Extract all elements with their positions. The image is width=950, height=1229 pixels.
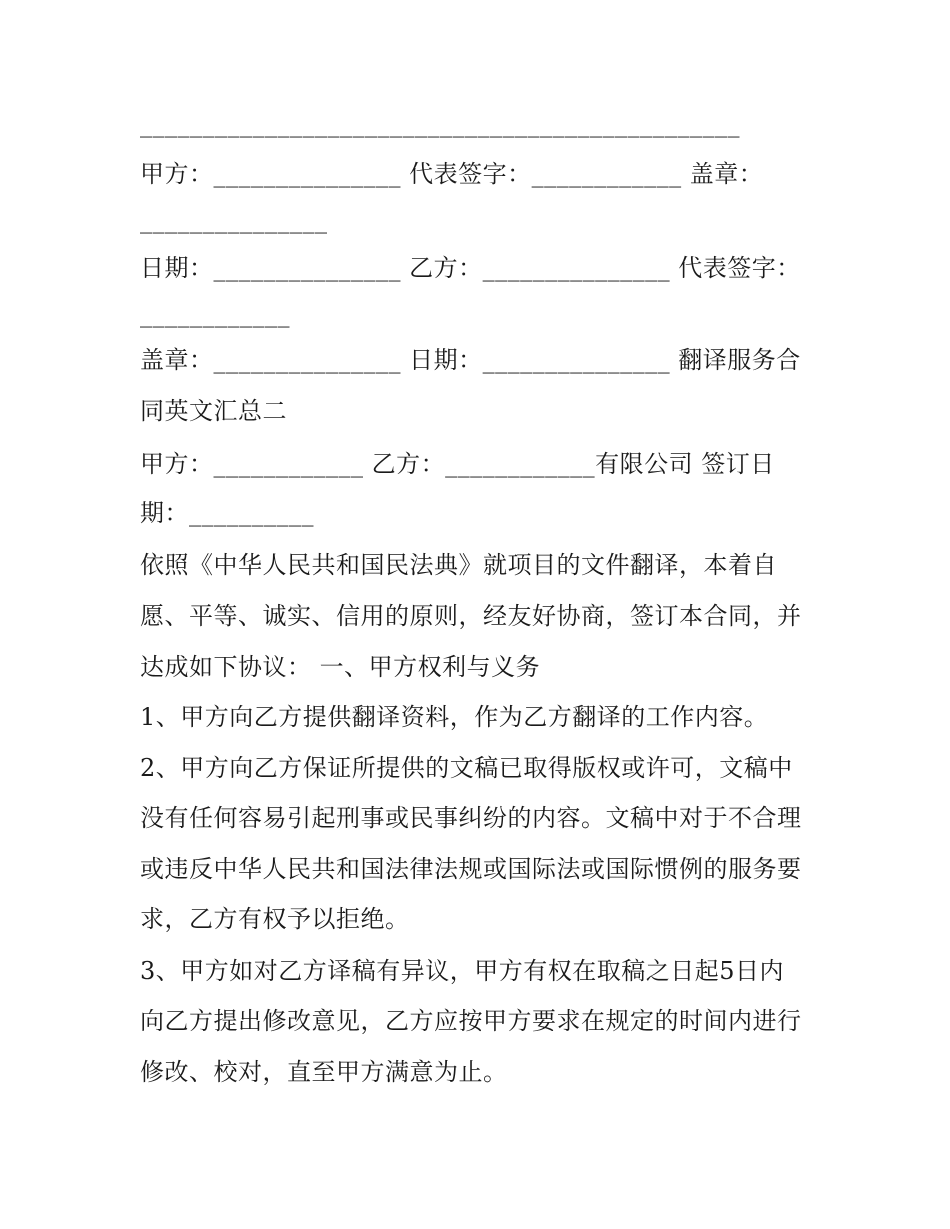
clause-2-line: 没有任何容易引起刑事或民事纠纷的内容。文稿中对于不合理: [140, 804, 802, 832]
clause-3-line: 修改、校对，直至甲方满意为止。: [140, 1058, 508, 1086]
paragraph-line: 愿、平等、诚实、信用的原则，经友好协商，签订本合同，并: [140, 602, 802, 630]
section-heading-line: 达成如下协议： 一、甲方权利与义务: [140, 653, 541, 681]
clause-2-line: 或违反中华人民共和国法律法规或国际法或国际惯例的服务要: [140, 855, 802, 883]
seal-blank-line: _______________: [140, 206, 328, 234]
clause-2-line: 2、甲方向乙方保证所提供的文稿已取得版权或许可，文稿中: [140, 754, 793, 782]
sign-date-line: 期：__________: [140, 499, 314, 527]
seal-date-title-line: 盖章：_______________ 日期：_______________ 翻译服务合: [140, 346, 801, 374]
clause-2-line: 求，乙方有权予以拒绝。: [140, 905, 410, 933]
title-continuation-line: 同英文汇总二: [140, 397, 287, 425]
blank-line-top: ________________________________________________: [140, 110, 740, 138]
clause-3-line: 3、甲方如对乙方译稿有异议，甲方有权在取稿之日起5日内: [140, 957, 785, 985]
signature-blank-line: ____________: [140, 300, 290, 328]
paragraph-line: 依照《中华人民共和国民法典》就项目的文件翻译，本着自: [140, 551, 777, 579]
clause-3-line: 向乙方提出修改意见，乙方应按甲方要求在规定的时间内进行: [140, 1007, 802, 1035]
parties-line: 甲方：____________ 乙方：____________有限公司 签订日: [140, 450, 775, 478]
clause-1-line: 1、甲方向乙方提供翻译资料，作为乙方翻译的工作内容。: [140, 703, 769, 731]
date-party-b-line: 日期：_______________ 乙方：_______________ 代表签字：: [140, 254, 801, 282]
party-a-signature-line: 甲方：_______________ 代表签字：____________ 盖章：: [140, 160, 764, 188]
